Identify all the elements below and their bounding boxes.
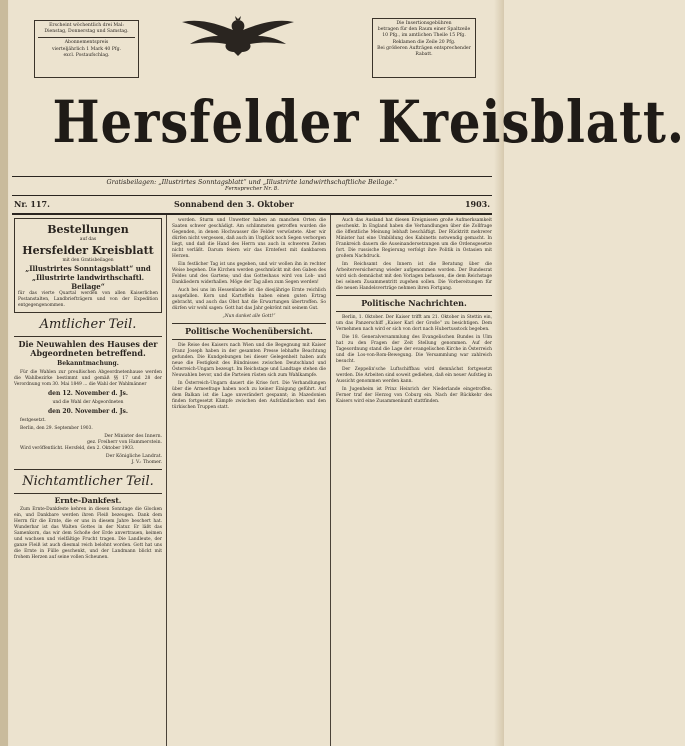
issue-number: Nr. 117. <box>14 199 50 209</box>
article-text: Der Zeppelin'sche Luftschiffbau wird demnächst fortgesetzt werden. Die Arbeiten sind soweit gediehen, daß ein neuer Aufstieg in Aussicht genommen werden kann. <box>336 367 492 384</box>
rate-line: Reklamen die Zeile 20 Pfg. <box>392 39 456 45</box>
notice-paper-name: Hersfelder Kreisblatt <box>22 244 154 257</box>
election-date: den 20. November d. Js. <box>47 408 129 415</box>
signature-title: Der Minister des Innern. <box>104 434 162 439</box>
subscription-info-box <box>34 20 139 78</box>
signature: J. V.: Thomer. <box>131 460 162 465</box>
subscription-notice <box>14 218 162 313</box>
rate-line: Bei größeren Aufträgen entsprechender <box>377 45 471 51</box>
column-divider <box>166 215 167 746</box>
announcement-heading: Bekanntmachung. <box>57 360 119 367</box>
article-text: Ein festlicher Tag ist uns gegeben, und wir wollen ihn in rechter Weise begehen. Die Kirchen werden geschmückt mit den Gaben des Feldes und des Gartens; und das Gotteshaus wird von Lob- und Dankliedern widerhallen. Möge der Tag allen zum Segen werden! <box>172 262 326 285</box>
advertising-rates-box <box>372 18 476 78</box>
column-divider <box>330 215 331 746</box>
quote: „Nun danket alle Gott!“ <box>222 314 276 319</box>
notice-title: Bestellungen <box>47 223 129 236</box>
article-headline: Ernte-Dankfest. <box>54 496 122 505</box>
section-heading-official: Amtlicher Teil. <box>39 317 137 332</box>
column-1 <box>14 218 162 746</box>
article-text: Berlin, den 29. September 1903. <box>20 426 93 431</box>
info-line: vierteljährlich 1 Mark 40 Pfg. <box>51 46 122 52</box>
dateline-bottom-rule <box>12 213 492 215</box>
article-text: Im Reichsamt des Innern ist die Beratung über die Arbeiterversicherung wieder aufgenommen worden. Der Bundesrat wird sich demnächst mit den Vorlagen befassen, die dem Reichstage bei seinem Zusammentritt zugehen sollen. Die Vorbereitungen für die neuen Handelsverträge nehmen ihren Fortgang. <box>336 262 492 291</box>
notice-text: für das vierte Quartal werden von allen Kaiserlichen Postanstalten, Landbriefträgern und von der Expedition entgegengenommen. <box>18 291 158 308</box>
article-text: Für die Wahlen zur preußischen Abgeordnetenhause werden die Wahlbezirke bestimmt und gemäß §§ 17 und 28 der Verordnung vom 30. Mai 1849 ... die Wahl der Wahlmänner <box>14 370 162 387</box>
notice-text: mit den Gratisbeilagen <box>62 258 114 263</box>
article-headline: Politische Wochenübersicht. <box>185 326 313 336</box>
dateline-top-rule <box>12 195 492 196</box>
signature: gez. Freiherr von Hammerstein. <box>86 440 162 445</box>
info-line: Abonnementspreis <box>64 40 109 46</box>
article-text: In Jugenheim ist Prinz Heinrich der Niederlande eingetroffen. Ferner traf der Herzog von Coburg ein. Nach der Rückkehr des Kaisers wird eine Zusammenkunft stattfinden. <box>336 387 492 404</box>
newspaper-masthead: Hersfelder Kreisblatt. <box>52 88 685 156</box>
article-text: Berlin, 1. Oktober. Der Kaiser trifft am 21. Oktober in Stettin ein, um das Panzerschiff „Kaiser Karl der Große“ zu besichtigen. Dem Vernehmen nach wird er sich von dort nach Hubertusstock begeben. <box>336 315 492 332</box>
article-text: Die 18. Generalversammlung des Evangelischen Bundes in Ulm hat zu den Fragen der Zeit Stellung genommen. Auf der Tagesordnung stand die Lage der evangelischen Kirche in Österreich und die Los-von-Rom-Bewegung. Die Versammlung war zahlreich besucht. <box>336 335 492 364</box>
article-text: Die Reise des Kaisers nach Wien und die Begegnung mit Kaiser Franz Joseph haben in der gesamten Presse lebhafte Beachtung gefunden. Die Kundgebungen bei dieser Gelegenheit haben aufs neue die Festigkeit des Bündnisses zwischen Deutschland und Österreich-Ungarn bezeugt. Im Reichstage und Landtage stehen die Neuwahlen bevor, und die Parteien rüsten sich zum Wahlkampfe. <box>172 343 326 378</box>
column-3 <box>336 218 492 746</box>
article-text: Zum Ernte-Dankfeste kehren in diesen Sonntage die Glocken ein, und Dankbare werden ihren Fleiß bezeugen. Dank dem Herrn für die Ernte, die er uns in diesem Jahre beschert hat. Wunderbar ist das Walten Gottes in der Natur. Er läßt das Samenkorn, das wir dem Schoße der Erde anvertrauen, keimen und wachsen und vielfältige Frucht tragen. Die Landleute, der ganze Fleiß ist auch diesmal reich belohnt worden. Gott hat uns die Ernte in Fülle geschenkt, und der Landmann blickt mit frohem Herzen auf seine vollen Scheunen. <box>14 507 162 560</box>
article-headline: Politische Nachrichten. <box>361 298 467 308</box>
info-line: Dienstag, Donnerstag und Samstag. <box>44 29 129 35</box>
article-text: Auch bei uns im Hessenlande ist die diesjährige Ernte reichlich ausgefallen. Korn und Kartoffeln haben einen guten Ertrag gebracht, und auch das Obst hat die Erwartungen übertroffen. So dürfen wir wohl sagen: Gott hat das Jahr gekrönt mit seinem Gut. <box>172 288 326 311</box>
notice-supplement: „Illustrirtes Sonntagsblatt“ und <box>25 264 151 273</box>
article-headline: Die Neuwahlen des Hauses der Abgeordneten betreffend. <box>18 339 158 358</box>
notice-supplement: „Illustrirte landwirthschaftl. Beilage“ <box>31 273 145 291</box>
article-text: In Österreich-Ungarn dauert die Krise fort. Die Verhandlungen über die Armeefrage haben noch zu keiner Einigung geführt. Auf dem Balkan ist die Lage unverändert gespannt; in Mazedonien finden fortgesetzt Kämpfe zwischen den Aufständischen und den türkischen Truppen statt. <box>172 381 326 410</box>
issue-date: Sonnabend den 3. Oktober <box>174 199 294 209</box>
article-text: Auch das Ausland hat diesen Ereignissen große Aufmerksamkeit geschenkt. In England haben die Verhandlungen über die Zollfrage die öffentliche Meinung lebhaft beschäftigt. Der Rücktritt mehrerer Minister hat eine Umbildung des Kabinetts notwendig gemacht. In Frankreich dauern die Auseinandersetzungen um die Ordensgesetze fort. Die russische Regierung verfolgt ihre Politik in Ostasien mit großem Nachdruck. <box>336 218 492 259</box>
dateline <box>14 198 490 212</box>
info-line: excl. Postaufschlag. <box>63 52 110 58</box>
section-heading-unofficial: Nichtamtlicher Teil. <box>22 474 154 489</box>
signature-title: Der Königliche Landrat. <box>105 454 162 459</box>
article-text: worden. Sturm und Unwetter haben an manchen Orten die Saaten schwer geschädigt. Am schlimmsten getroffen wurden die Gegenden, in denen Hochwasser die Felder verwüstete. Aber wir dürfen nicht vergessen, daß auch im Unglück noch Segen verborgen liegt, und daß die Hand des Herrn uns auch in schweren Zeiten nicht verläßt. Darum feiern wir das Erntefest mit dankbarem Herzen. <box>172 218 326 259</box>
rate-line: 10 Pfg., im amtlichen Theile 15 Pfg. <box>382 33 466 39</box>
issue-year: 1903. <box>464 199 490 209</box>
eagle-emblem-icon <box>178 14 298 56</box>
column-2 <box>172 218 326 746</box>
election-date: den 12. November d. Js. <box>47 390 129 397</box>
article-text: festgesetzt. <box>20 418 46 423</box>
adjacent-page-edge <box>0 0 8 746</box>
article-text: Wird veröffentlicht. Hersfeld, den 2. Oktober 1903. <box>20 446 135 451</box>
rate-line: Die Insertionsgebühren <box>396 21 452 26</box>
article-text: und die Wahl der Abgeordneten <box>52 400 124 405</box>
info-line: Erscheint wöchentlich drei Mal: <box>49 23 124 28</box>
rate-line: Rabatt. <box>415 52 433 58</box>
rate-line: betragen für den Raum einer Spaltzeile <box>377 27 471 33</box>
phone-line: Fernsprecher Nr. 8. <box>225 186 279 192</box>
supplements-line: Gratisbeilagen: „Illustrirtes Sonntagsblatt“ und „Illustrirte landwirthschaftliche Beilage.“ <box>106 178 398 186</box>
notice-text: auf das <box>79 237 97 242</box>
masthead-rule <box>12 176 492 177</box>
